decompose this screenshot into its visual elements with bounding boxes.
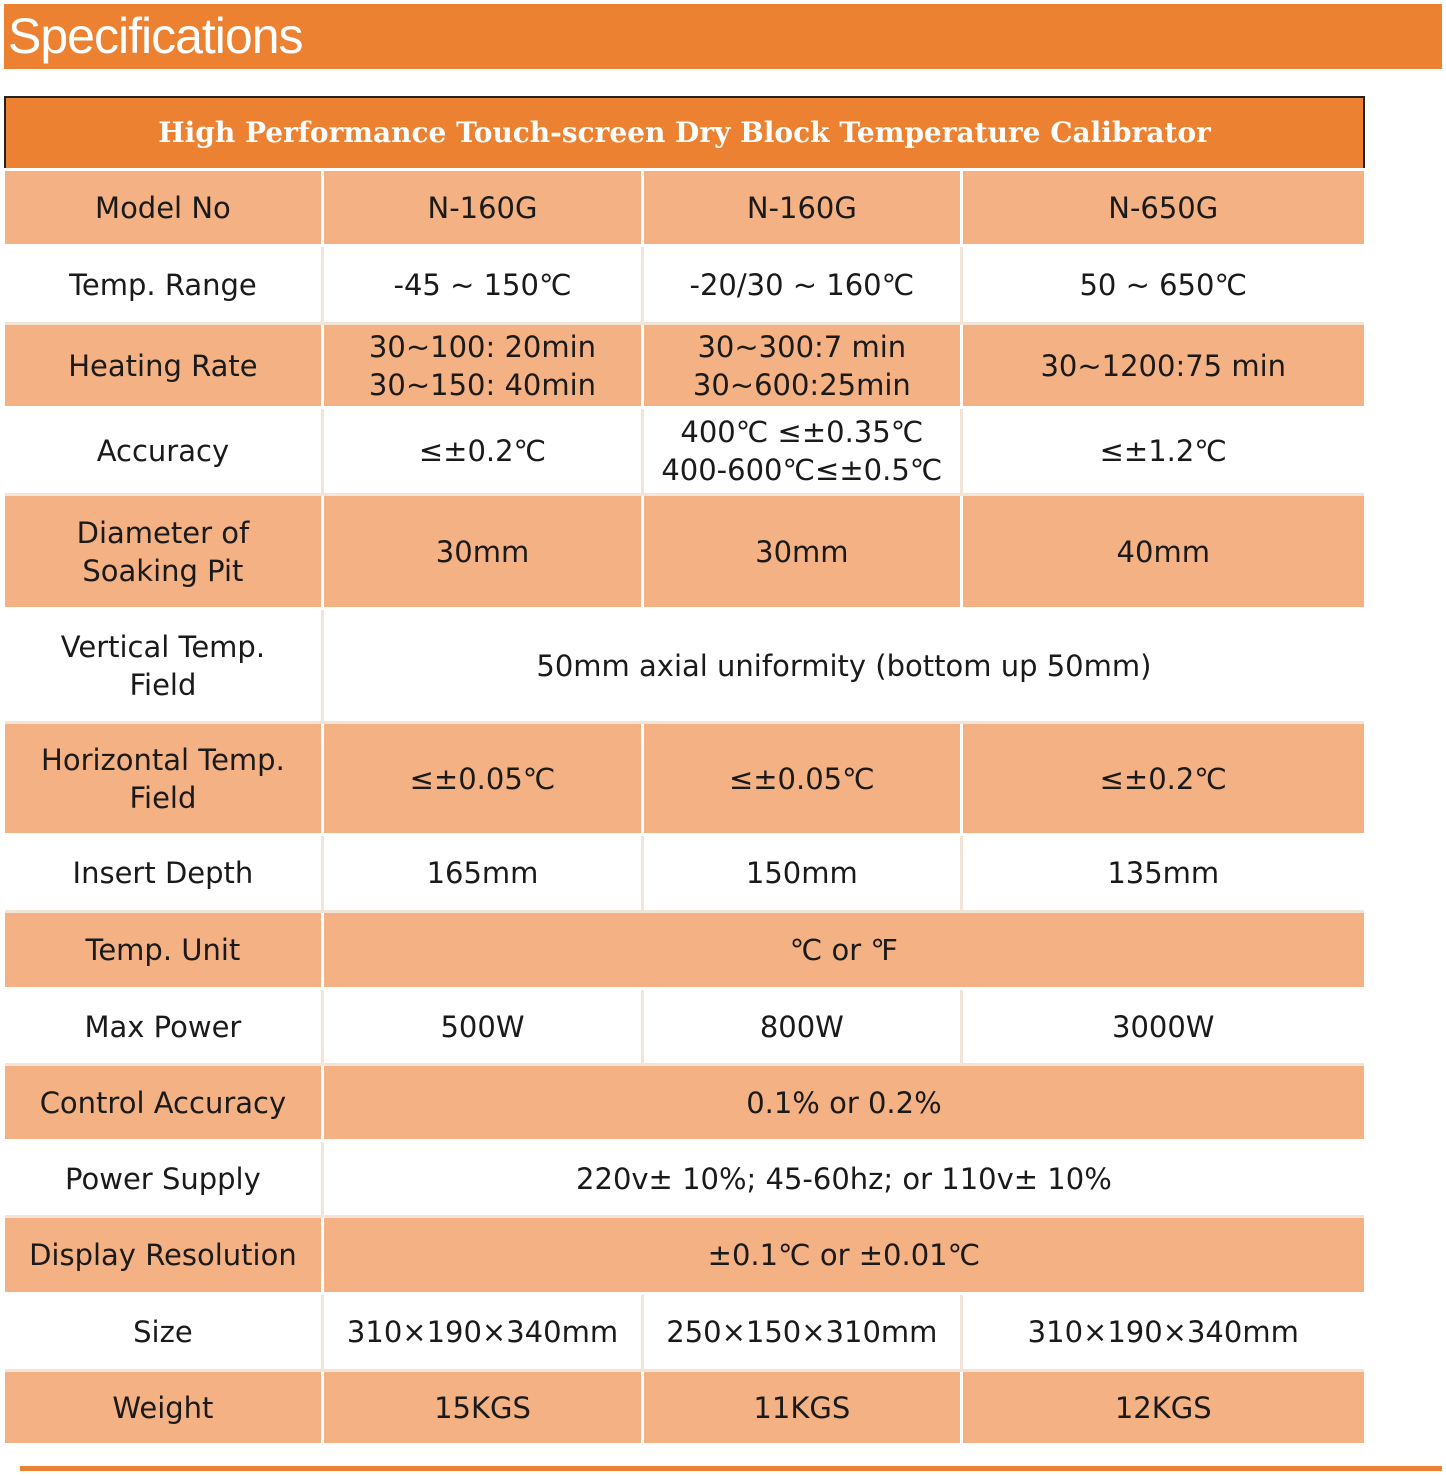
table-cell: 250×150×310mm: [643, 1294, 961, 1371]
table-row: [5, 324, 1364, 408]
row-label: Control Accuracy: [5, 1065, 322, 1141]
row-label: Diameter of Soaking Pit: [5, 495, 322, 609]
table-row: [5, 495, 1364, 609]
table-row: [5, 912, 1364, 989]
table-cell: N-160G: [322, 170, 642, 246]
table-cell: 400℃ ≤±0.35℃ 400-600℃≤±0.5℃: [643, 408, 961, 495]
table-cell: ≤±0.05℃: [322, 723, 642, 835]
table-cell: -45 ~ 150℃: [322, 246, 642, 324]
table-row: [5, 609, 1364, 723]
table-cell: 50 ~ 650℃: [961, 246, 1364, 324]
table-row: [5, 170, 1364, 246]
table-cell: 3000W: [961, 989, 1364, 1065]
row-label: Insert Depth: [5, 835, 322, 912]
table-cell: 800W: [643, 989, 961, 1065]
table-cell: 11KGS: [643, 1371, 961, 1445]
table-row: [5, 723, 1364, 835]
table-cell: ≤±0.2℃: [322, 408, 642, 495]
table-cell: 30mm: [643, 495, 961, 609]
table-cell: ≤±0.05℃: [643, 723, 961, 835]
row-label: Temp. Unit: [5, 912, 322, 989]
table-row: [5, 1217, 1364, 1294]
row-label: Heating Rate: [5, 324, 322, 408]
table-cell: 310×190×340mm: [961, 1294, 1364, 1371]
table-cell-merged: ℃ or ℉: [322, 912, 1364, 989]
table-cell: 40mm: [961, 495, 1364, 609]
table-cell: 30~1200:75 min: [961, 324, 1364, 408]
table-cell: 12KGS: [961, 1371, 1364, 1445]
table-cell: 15KGS: [322, 1371, 642, 1445]
row-label: Display Resolution: [5, 1217, 322, 1294]
row-label: Model No: [5, 170, 322, 246]
row-label: Temp. Range: [5, 246, 322, 324]
table-row: [5, 1371, 1364, 1445]
table-cell: 165mm: [322, 835, 642, 912]
table-cell-merged: 220v± 10%; 45-60hz; or 110v± 10%: [322, 1141, 1364, 1217]
table-cell: 30~100: 20min 30~150: 40min: [322, 324, 642, 408]
table-cell: -20/30 ~ 160℃: [643, 246, 961, 324]
page-title: Specifications: [8, 8, 303, 64]
row-label: Weight: [5, 1371, 322, 1445]
table-row: [5, 835, 1364, 912]
bottom-divider: [20, 1466, 1442, 1471]
table-cell: N-160G: [643, 170, 961, 246]
table-cell: 30~300:7 min 30~600:25min: [643, 324, 961, 408]
table-cell: 500W: [322, 989, 642, 1065]
table-cell: ≤±0.2℃: [961, 723, 1364, 835]
table-cell-merged: ±0.1℃ or ±0.01℃: [322, 1217, 1364, 1294]
table-row: [5, 1065, 1364, 1141]
table-cell-merged: 0.1% or 0.2%: [322, 1065, 1364, 1141]
table-cell: N-650G: [961, 170, 1364, 246]
row-label: Max Power: [5, 989, 322, 1065]
table-row: [5, 1294, 1364, 1371]
table-cell: 150mm: [643, 835, 961, 912]
row-label: Size: [5, 1294, 322, 1371]
table-cell-merged: 50mm axial uniformity (bottom up 50mm): [322, 609, 1364, 723]
table-row: [5, 408, 1364, 495]
row-label: Power Supply: [5, 1141, 322, 1217]
table-cell: 310×190×340mm: [322, 1294, 642, 1371]
table-cell: 135mm: [961, 835, 1364, 912]
table-row: [5, 989, 1364, 1065]
table-cell: ≤±1.2℃: [961, 408, 1364, 495]
row-label: Horizontal Temp. Field: [5, 723, 322, 835]
table-title: High Performance Touch-screen Dry Block Temperature Calibrator: [5, 97, 1364, 170]
specifications-banner: [4, 4, 1442, 69]
row-label: Accuracy: [5, 408, 322, 495]
table-cell: 30mm: [322, 495, 642, 609]
row-label: Vertical Temp. Field: [5, 609, 322, 723]
spec-table: [4, 96, 1365, 1446]
table-row: [5, 1141, 1364, 1217]
table-row: [5, 246, 1364, 324]
